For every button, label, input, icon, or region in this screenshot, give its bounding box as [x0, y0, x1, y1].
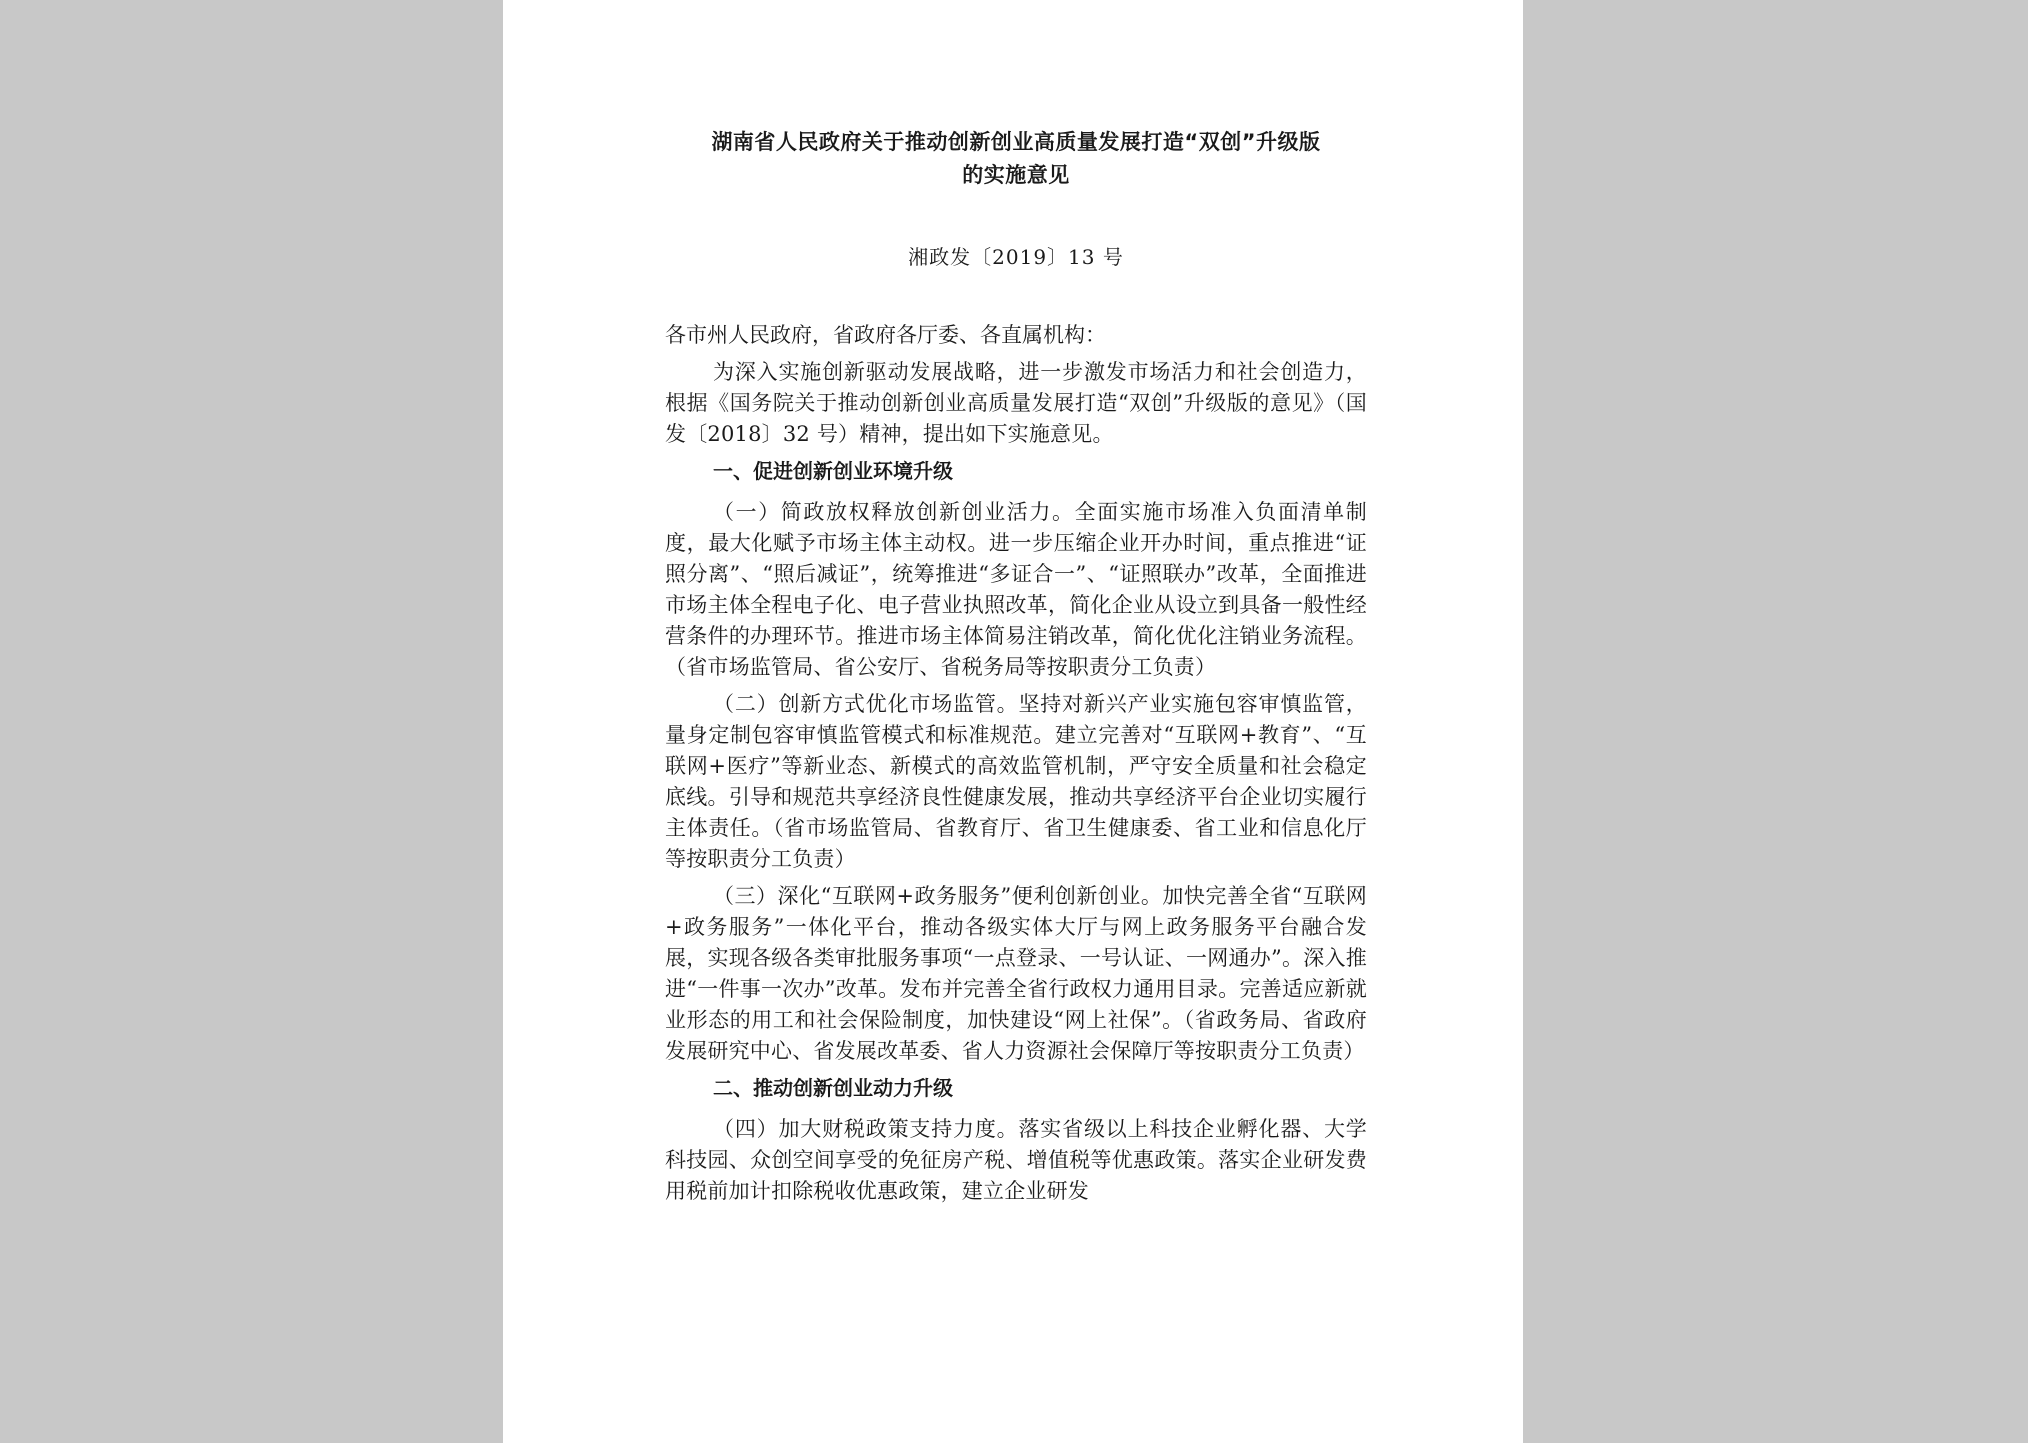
intro-paragraph: 为深入实施创新驱动发展战略，进一步激发市场活力和社会创造力，根据《国务院关于推动创新创业高质量发展打造“双创”升级版的意见》（国发〔2018〕32 号）精神，提出如下实施意见。	[665, 360, 1367, 446]
item-paragraph-1: （一）简政放权释放创新创业活力。全面实施市场准入负面清单制度，最大化赋予市场主体主动权。进一步压缩企业开办时间，重点推进“证照分离”、“照后减证”，统筹推进“多证合一”、“证照联办”改革，全面推进市场主体全程电子化、电子营业执照改革，简化企业从设立到具备一般性经营条件的办理环节。推进市场主体简易注销改革，简化优化注销业务流程。（省市场监管局、省公安厅、省税务局等按职责分工负责）	[665, 500, 1367, 679]
section-heading-1: 一、促进创新创业环境升级	[713, 459, 953, 483]
salutation: 各市州人民政府，省政府各厅委、各直属机构：	[665, 323, 1106, 347]
document-number: 湘政发〔2019〕13 号	[908, 245, 1124, 269]
document-title	[665, 126, 1367, 192]
item-paragraph-3: （三）深化“互联网+政务服务”便利创新创业。加快完善全省“互联网+政务服务”一体化平台，推动各级实体大厅与网上政务服务平台融合发展，实现各级各类审批服务事项“一点登录、一号认证、一网通办”。深入推进“一件事一次办”改革。发布并完善全省行政权力通用目录。完善适应新就业形态的用工和社会保险制度，加快建设“网上社保”。（省政务局、省政府发展研究中心、省发展改革委、省人力资源社会保障厅等按职责分工负责）	[665, 884, 1367, 1063]
item-paragraph-4: （四）加大财税政策支持力度。落实省级以上科技企业孵化器、大学科技园、众创空间享受的免征房产税、增值税等优惠政策。落实企业研发费用税前加计扣除税收优惠政策，建立企业研发	[665, 1117, 1367, 1203]
title-line-2: 的实施意见	[962, 163, 1070, 187]
title-line-1: 湖南省人民政府关于推动创新创业高质量发展打造“双创”升级版	[711, 130, 1321, 154]
document-body	[665, 320, 1367, 1207]
section-heading-2: 二、推动创新创业动力升级	[713, 1076, 953, 1100]
item-paragraph-2: （二）创新方式优化市场监管。坚持对新兴产业实施包容审慎监管，量身定制包容审慎监管模式和标准规范。建立完善对“互联网+教育”、“互联网+医疗”等新业态、新模式的高效监管机制，严守安全质量和社会稳定底线。引导和规范共享经济良性健康发展，推动共享经济平台企业切实履行主体责任。（省市场监管局、省教育厅、省卫生健康委、省工业和信息化厅等按职责分工负责）	[665, 692, 1367, 871]
document-page	[503, 0, 1523, 1443]
